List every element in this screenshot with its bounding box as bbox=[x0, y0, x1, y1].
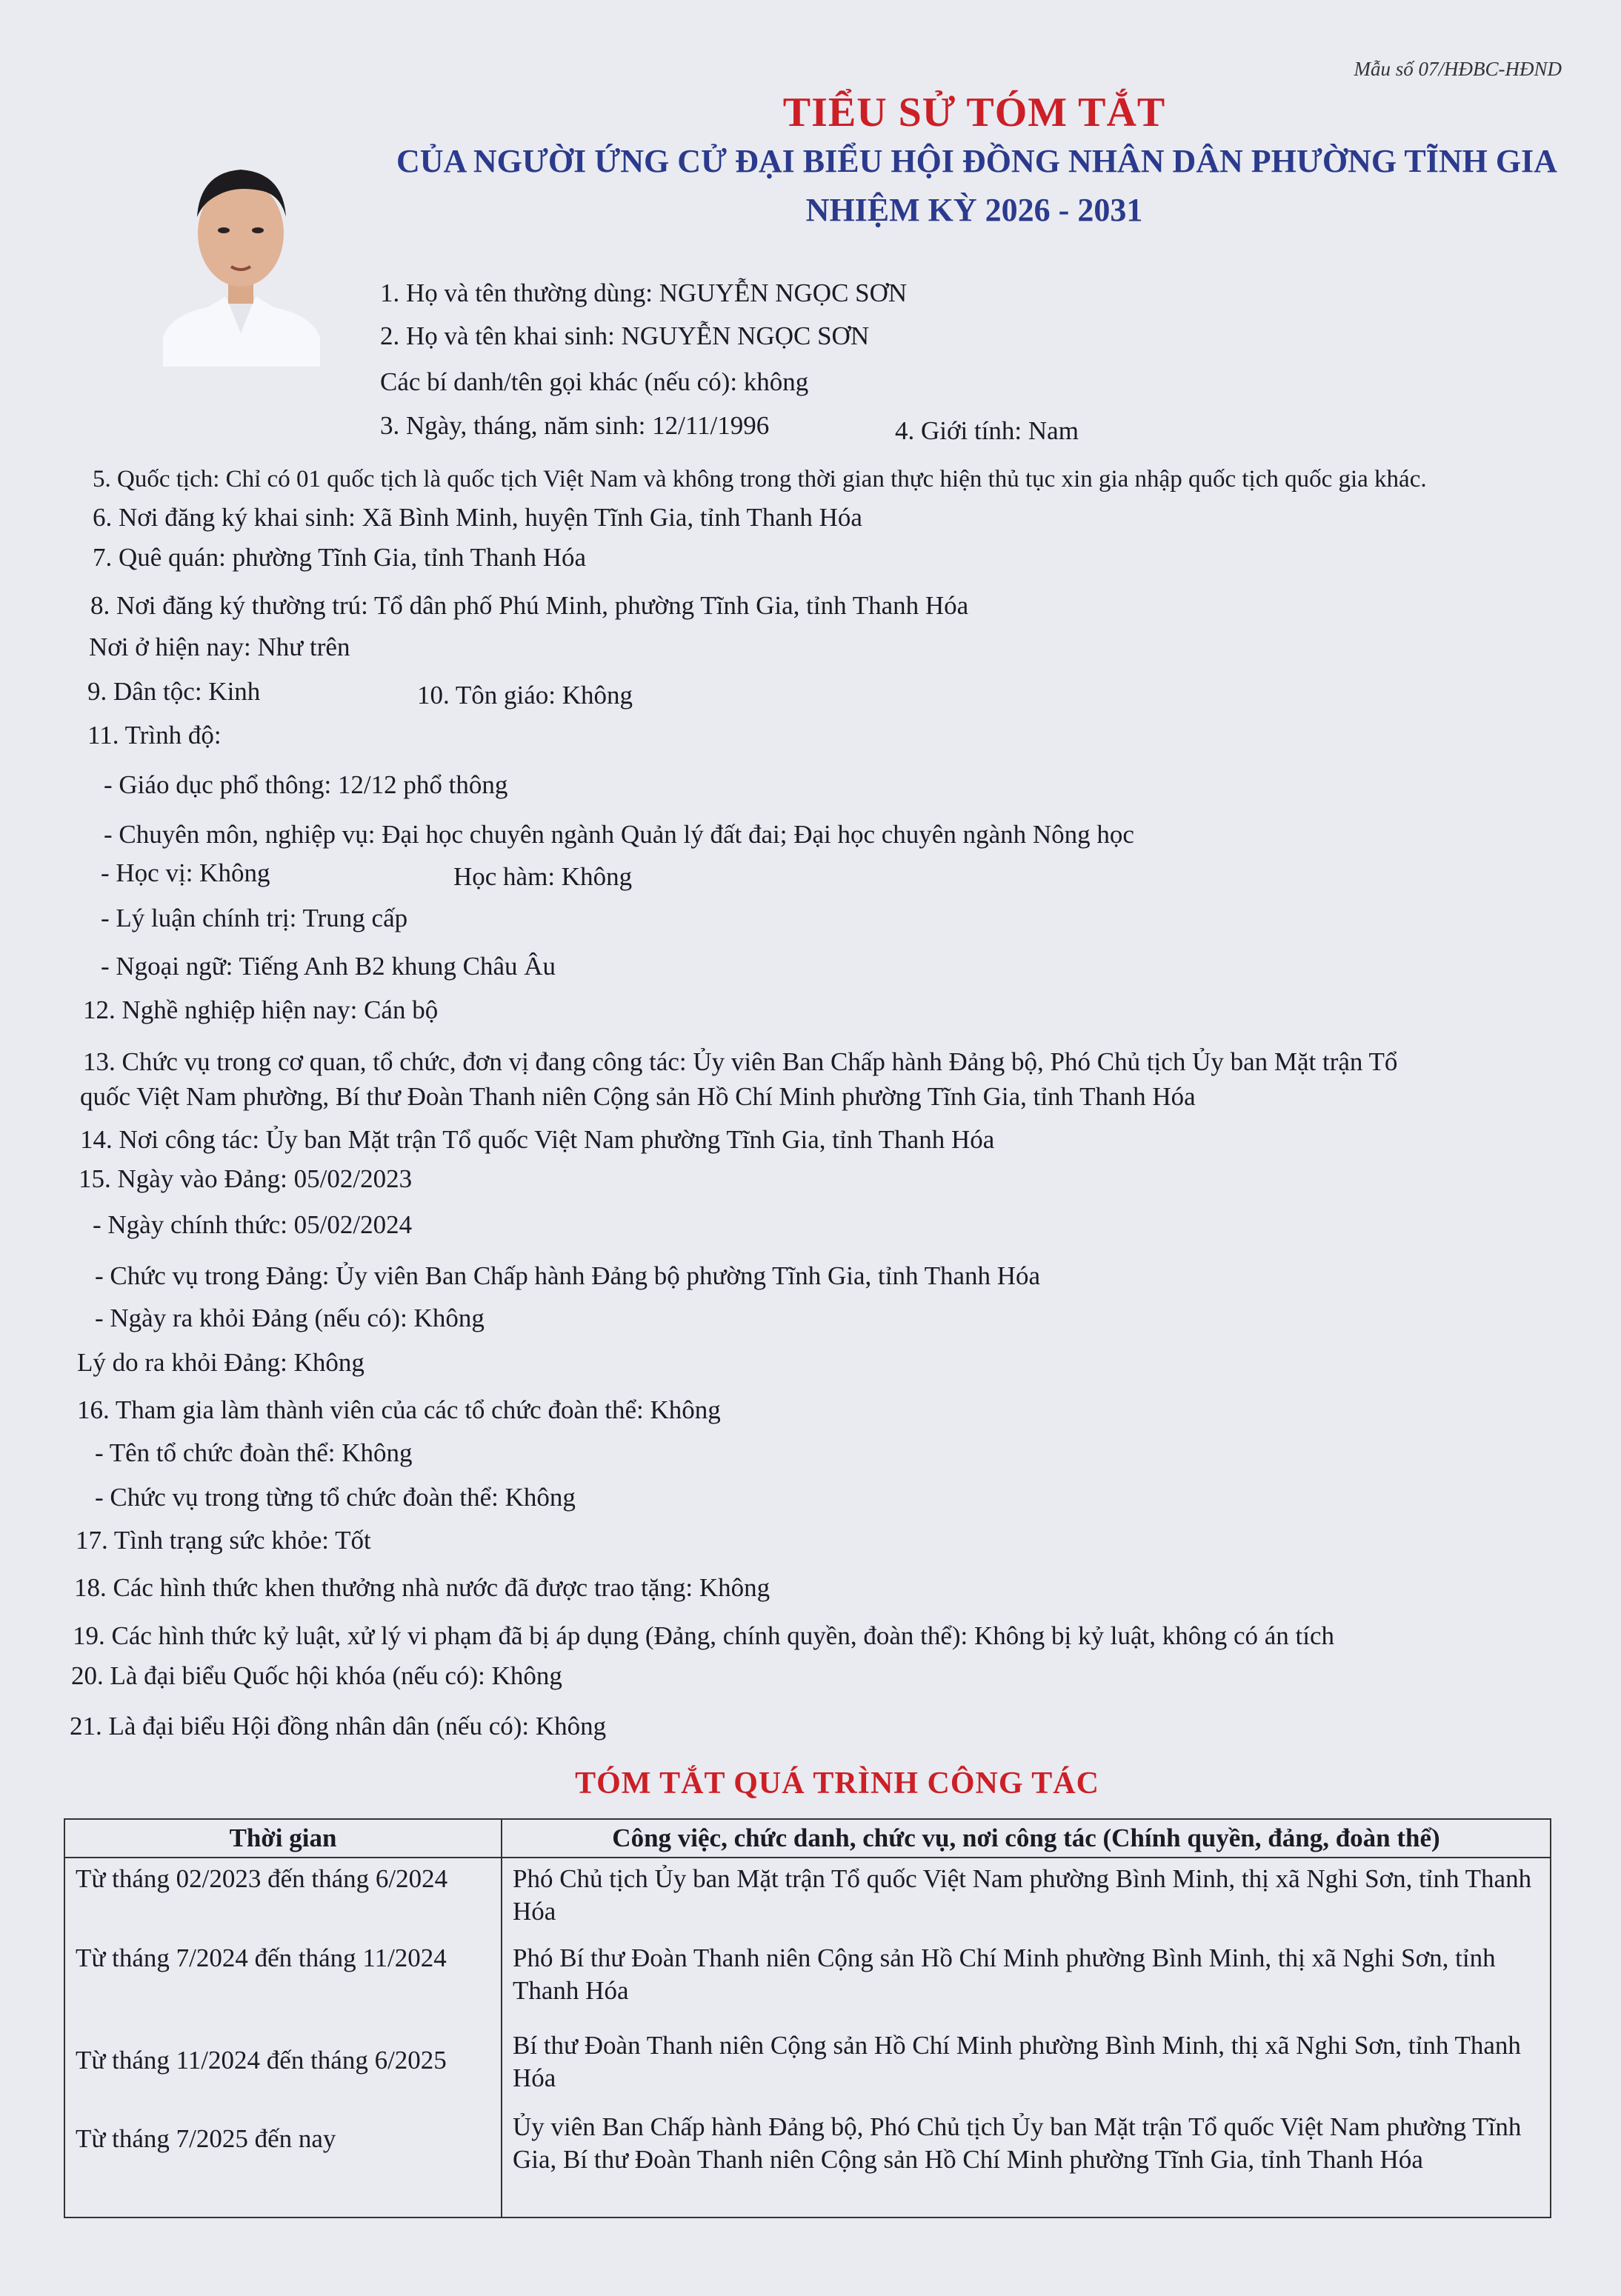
field-current-residence: Nơi ở hiện nay: Như trên bbox=[89, 633, 350, 661]
header-job: Công việc, chức danh, chức vụ, nơi công tác (Chính quyền, đảng, đoàn thể) bbox=[502, 1819, 1551, 1858]
field-party-join-date: 15. Ngày vào Đảng: 05/02/2023 bbox=[79, 1164, 413, 1193]
portrait-photo bbox=[148, 130, 333, 367]
field-workplace: 14. Nơi công tác: Ủy ban Mặt trận Tổ quốc Việt Nam phường Tĩnh Gia, tỉnh Thanh Hóa bbox=[80, 1125, 995, 1154]
field-ethnicity: 9. Dân tộc: Kinh bbox=[87, 677, 261, 706]
field-gender: 4. Giới tính: Nam bbox=[895, 416, 1079, 445]
field-birth-registration: 6. Nơi đăng ký khai sinh: Xã Bình Minh, huyện Tĩnh Gia, tỉnh Thanh Hóa bbox=[93, 503, 862, 532]
field-alias: Các bí danh/tên gọi khác (nếu có): không bbox=[380, 367, 809, 396]
table-row bbox=[64, 2106, 1551, 2217]
field-general-education: - Giáo dục phổ thông: 12/12 phổ thông bbox=[104, 770, 508, 799]
field-party-position: - Chức vụ trong Đảng: Ủy viên Ban Chấp hành Đảng bộ phường Tĩnh Gia, tỉnh Thanh Hóa bbox=[95, 1261, 1041, 1290]
field-foreign-language: - Ngoại ngữ: Tiếng Anh B2 khung Châu Âu bbox=[101, 952, 556, 981]
table-row bbox=[64, 1858, 1551, 1938]
table-row bbox=[64, 1938, 1551, 2025]
document-subtitle: CỦA NGƯỜI ỨNG CỬ ĐẠI BIỂU HỘI ĐỒNG NHÂN DÂN PHƯỜNG TĨNH GIA bbox=[396, 143, 1557, 179]
field-common-name: 1. Họ và tên thường dùng: NGUYỄN NGỌC SƠN bbox=[380, 278, 908, 307]
field-birth-date: 3. Ngày, tháng, năm sinh: 12/11/1996 bbox=[380, 411, 770, 440]
field-hometown: 7. Quê quán: phường Tĩnh Gia, tỉnh Thanh Hóa bbox=[93, 543, 587, 572]
table-row bbox=[64, 2025, 1551, 2106]
row-job: Phó Bí thư Đoàn Thanh niên Cộng sản Hồ Chí Minh phường Bình Minh, thị xã Nghi Sơn, tỉnh Thanh Hóa bbox=[502, 1938, 1551, 2025]
field-political-theory: - Lý luận chính trị: Trung cấp bbox=[101, 904, 408, 932]
field-qualifications: 11. Trình độ: bbox=[87, 721, 222, 750]
field-awards: 18. Các hình thức khen thưởng nhà nước đã được trao tặng: Không bbox=[74, 1573, 770, 1602]
field-national-assembly: 20. Là đại biểu Quốc hội khóa (nếu có): Không bbox=[71, 1661, 562, 1690]
field-organization-name: - Tên tổ chức đoàn thể: Không bbox=[95, 1438, 413, 1467]
field-party-official-date: - Ngày chính thức: 05/02/2024 bbox=[93, 1210, 413, 1239]
document-title: TIỂU SỬ TÓM TẮT bbox=[782, 90, 1166, 136]
work-history-table bbox=[64, 1818, 1551, 2218]
field-position-line-1: 13. Chức vụ trong cơ quan, tổ chức, đơn vị đang công tác: Ủy viên Ban Chấp hành Đảng bộ, Phó Chủ tịch Ủy ban Mặt trận Tổ bbox=[83, 1047, 1398, 1076]
table-header-row bbox=[64, 1819, 1551, 1858]
form-number: Mẫu số 07/HĐBC-HĐND bbox=[1354, 58, 1562, 80]
field-occupation: 12. Nghề nghiệp hiện nay: Cán bộ bbox=[83, 995, 439, 1024]
field-degree: - Học vị: Không bbox=[101, 858, 270, 887]
field-health: 17. Tình trạng sức khỏe: Tốt bbox=[76, 1526, 371, 1555]
field-party-leave-date: - Ngày ra khỏi Đảng (nếu có): Không bbox=[95, 1304, 485, 1332]
field-religion: 10. Tôn giáo: Không bbox=[417, 681, 633, 710]
field-nationality: 5. Quốc tịch: Chỉ có 01 quốc tịch là quốc tịch Việt Nam và không trong thời gian thực hiện thủ tục xin gia nhập quốc tịch quốc gia khác. bbox=[93, 466, 1427, 493]
row-time: Từ tháng 11/2024 đến tháng 6/2025 bbox=[64, 2025, 502, 2106]
row-job: Ủy viên Ban Chấp hành Đảng bộ, Phó Chủ tịch Ủy ban Mặt trận Tổ quốc Việt Nam phường Tĩnh Gia, Bí thư Đoàn Thanh niên Cộng sản Hồ Chí Minh phường Tĩnh Gia, tỉnh Thanh Hóa bbox=[502, 2106, 1551, 2217]
work-history-title: TÓM TẮT QUÁ TRÌNH CÔNG TÁC bbox=[575, 1766, 1099, 1801]
field-position-line-2: quốc Việt Nam phường, Bí thư Đoàn Thanh niên Cộng sản Hồ Chí Minh phường Tĩnh Gia, tỉnh Thanh Hóa bbox=[80, 1082, 1196, 1111]
row-job: Phó Chủ tịch Ủy ban Mặt trận Tổ quốc Việt Nam phường Bình Minh, thị xã Nghi Sơn, tỉnh Thanh Hóa bbox=[502, 1858, 1551, 1938]
field-mass-organizations: 16. Tham gia làm thành viên của các tổ chức đoàn thể: Không bbox=[77, 1395, 721, 1424]
field-discipline: 19. Các hình thức kỷ luật, xử lý vi phạm đã bị áp dụng (Đảng, chính quyền, đoàn thể): Không bị kỷ luật, không có án tích bbox=[73, 1621, 1335, 1650]
row-time: Từ tháng 7/2024 đến tháng 11/2024 bbox=[64, 1938, 502, 2025]
term-line: NHIỆM KỲ 2026 - 2031 bbox=[805, 192, 1143, 228]
field-organization-position: - Chức vụ trong từng tổ chức đoàn thể: Không bbox=[95, 1483, 576, 1512]
header-time: Thời gian bbox=[64, 1819, 502, 1858]
row-time: Từ tháng 02/2023 đến tháng 6/2024 bbox=[64, 1858, 502, 1938]
row-time: Từ tháng 7/2025 đến nay bbox=[64, 2106, 502, 2217]
field-peoples-council: 21. Là đại biểu Hội đồng nhân dân (nếu có): Không bbox=[70, 1712, 607, 1741]
row-job: Bí thư Đoàn Thanh niên Cộng sản Hồ Chí Minh phường Bình Minh, thị xã Nghi Sơn, tỉnh Thanh Hóa bbox=[502, 2025, 1551, 2106]
field-party-leave-reason: Lý do ra khỏi Đảng: Không bbox=[77, 1348, 365, 1377]
field-permanent-residence: 8. Nơi đăng ký thường trú: Tổ dân phố Phú Minh, phường Tĩnh Gia, tỉnh Thanh Hóa bbox=[90, 591, 969, 620]
field-specialty: - Chuyên môn, nghiệp vụ: Đại học chuyên ngành Quản lý đất đai; Đại học chuyên ngành Nông học bbox=[104, 820, 1134, 849]
field-birth-name: 2. Họ và tên khai sinh: NGUYỄN NGỌC SƠN bbox=[380, 321, 870, 350]
field-academic-title: Học hàm: Không bbox=[453, 862, 633, 891]
